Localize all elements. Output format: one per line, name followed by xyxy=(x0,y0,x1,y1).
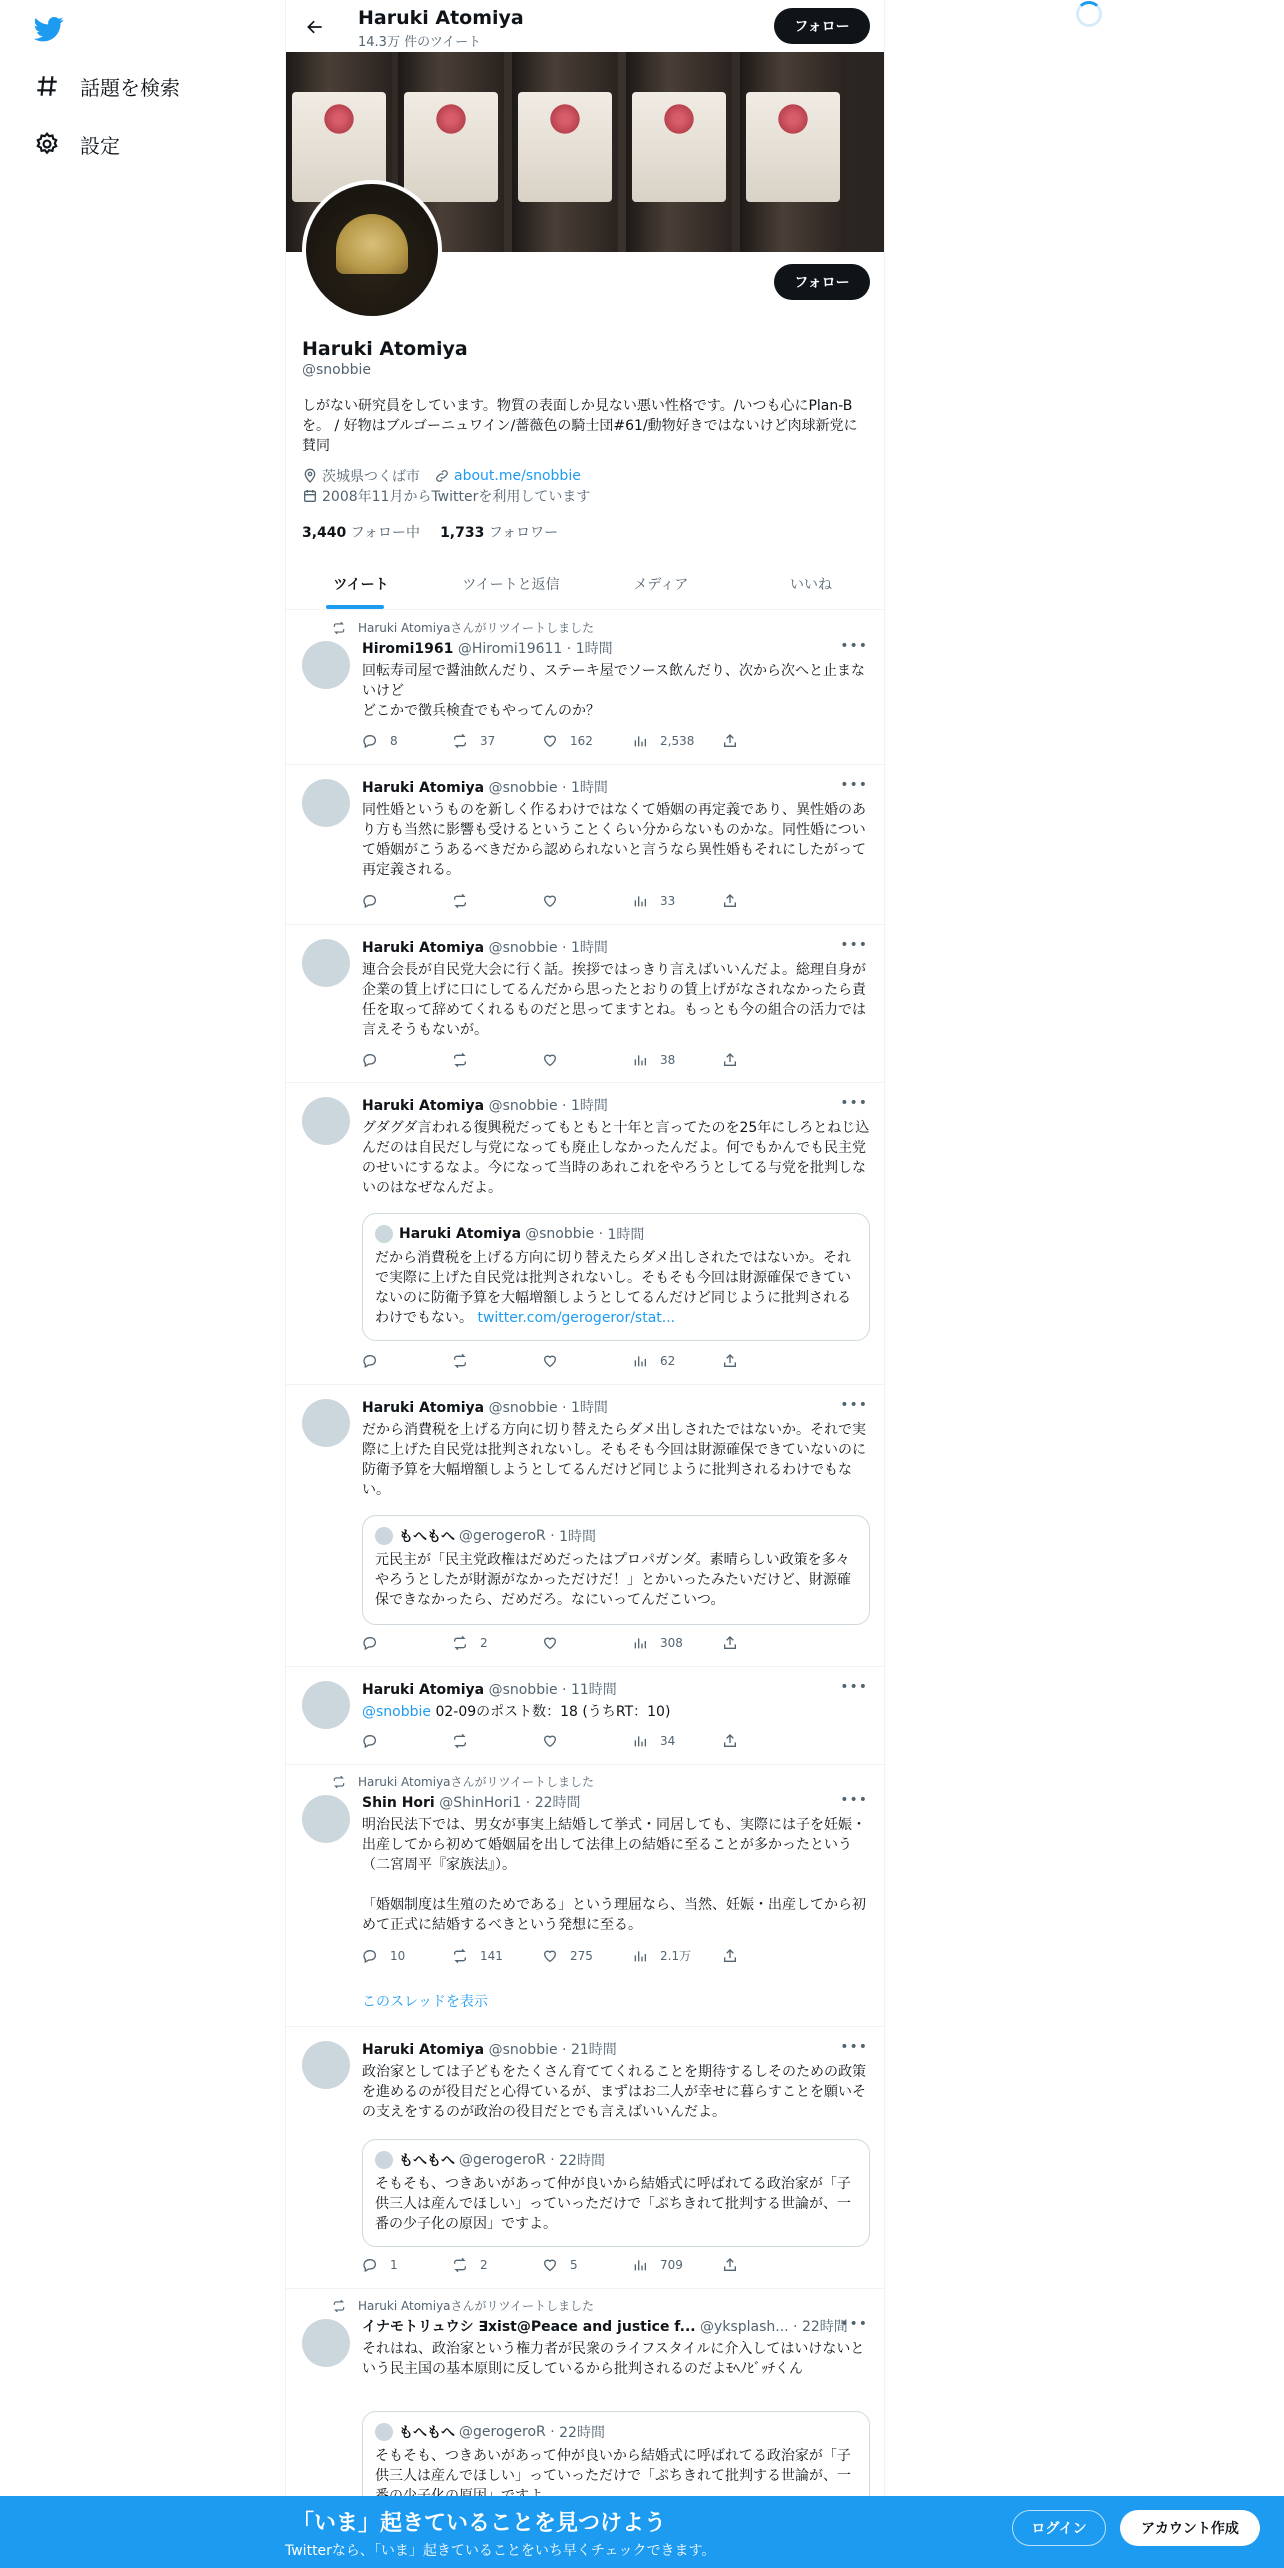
profile-joined-row xyxy=(302,486,590,506)
more-options-icon[interactable]: ••• xyxy=(840,2316,868,2332)
tweet-avatar[interactable] xyxy=(302,779,350,827)
profile-name: Haruki Atomiya xyxy=(302,338,468,360)
retweet-button[interactable]: 37 xyxy=(452,733,542,749)
heart-icon xyxy=(542,1353,558,1369)
tweet-actions xyxy=(362,2257,782,2273)
retweet-button[interactable]: 2 xyxy=(452,1635,542,1651)
views-button[interactable]: 33 xyxy=(632,893,722,909)
bar-chart-icon xyxy=(632,1948,648,1964)
tweet-text: それはね、政治家という権力者が民衆のライフスタイルに介入してはいけないという民主国の基本原則に反しているから批判されるのだよﾓﾍﾉﾋﾞｯﾁくん xyxy=(362,2341,865,2377)
tweet-text: 同性婚というものを新しく作るわけではなくて婚姻の再定義であり、異性婚のあり方も当然に影響も受けるということくらい分からないものかな。同性婚について婚姻がこうあるべきだから認められないと言うなら異性婚もそれにしたがって再定義される。 xyxy=(362,802,866,878)
tweet-avatar[interactable] xyxy=(302,1399,350,1447)
retweet-icon xyxy=(452,1948,468,1964)
tweet-avatar[interactable] xyxy=(302,641,350,689)
signup-banner-subtitle: Twitterなら、「いま」起きていることをいち早くチェックできます。 xyxy=(285,2543,716,2559)
tweet-avatar[interactable] xyxy=(302,1097,350,1145)
tab-tweets-and-replies[interactable]: ツイートと返信 xyxy=(462,576,560,593)
signup-banner-title: 「いま」起きていることを見つけよう xyxy=(292,2511,667,2536)
quoted-tweet[interactable]: もへもへ @gerogeroR · 22時間 そもそも、つきあいがあって仲が良いから結婚式に呼ばれてる政治家が「子供三人は産んでほしい」っていっただけで「ぷちきれて批判する世論が、一 xyxy=(362,2411,870,2519)
share-icon xyxy=(722,1635,738,1651)
retweet-button[interactable] xyxy=(452,1353,542,1369)
tab-media[interactable]: メディア xyxy=(633,576,689,593)
tweet-header: Haruki Atomiya @snobbie · 21時間 xyxy=(362,2042,617,2058)
tweet-header: イナモトリュウシ ∃xist@Peace and justice f... @yksplash... · 22時間 xyxy=(362,2319,848,2335)
heart-icon xyxy=(542,1948,558,1964)
header-title: Haruki Atomiya xyxy=(358,7,524,29)
share-button[interactable] xyxy=(722,1947,752,1964)
bar-chart-icon xyxy=(632,1635,648,1651)
more-options-icon[interactable]: ••• xyxy=(840,1397,868,1413)
tweet-avatar[interactable] xyxy=(302,2319,350,2367)
profile-joined: 2008年11月からTwitterを利用しています xyxy=(322,489,591,505)
arrow-left-icon xyxy=(305,17,325,37)
heart-icon xyxy=(542,1635,558,1651)
reply-button[interactable]: 10 xyxy=(362,1947,452,1964)
like-button[interactable]: 162 xyxy=(542,733,632,749)
quoted-tweet[interactable]: Haruki Atomiya @snobbie · 1時間 だから消費税を上げる方向に切り替えたらダメ出しされたではないか。それで実際に上げた自民党は批判されないし。そもそも今回は財源確保できていないのに防衛予算を大幅増額しようとしてるんだけど同じように批判されるわけでもない。 twitter.com/gerogeror/stat... xyxy=(362,1213,870,1341)
heart-icon xyxy=(542,1733,558,1749)
quote-text: だから消費税を上げる方向に切り替えたらダメ出しされたではないか。それで実際に上げた自民党は批判されないし。そもそも今回は財源確保できていないのに防衛予算を大幅増額しようとしてるんだけど同じように批判されるわけでもない。 xyxy=(375,1250,851,1326)
share-button[interactable] xyxy=(722,1733,752,1749)
views-button[interactable]: 2.1万 xyxy=(632,1947,722,1964)
reply-icon xyxy=(362,2257,378,2273)
reply-button[interactable]: 1 xyxy=(362,2257,452,2273)
retweet-button[interactable] xyxy=(452,893,542,909)
tweet-header: Haruki Atomiya @snobbie · 1時間 xyxy=(362,780,608,796)
tweet-header: Haruki Atomiya @snobbie · 1時間 xyxy=(362,1098,608,1114)
following-link[interactable]: 3,440 フォロー中 xyxy=(302,525,421,541)
quote-text: 元民主が「民主党政権はだめだったはプロパガンダ。素晴らしい政策を多々やろうとしたが財源がなかっただけだ！」とかいったみたいだけど、財源確保できなかったら、だめだろ。なにいってんだこいつ。 xyxy=(375,1552,851,1608)
reply-icon xyxy=(362,1353,378,1369)
bar-chart-icon xyxy=(632,1052,648,1068)
more-options-icon[interactable]: ••• xyxy=(840,1792,868,1808)
reply-button[interactable]: 8 xyxy=(362,733,452,749)
reply-icon xyxy=(362,1733,378,1749)
calendar-icon xyxy=(302,488,318,504)
more-options-icon[interactable]: ••• xyxy=(840,1095,868,1111)
retweet-icon xyxy=(332,621,346,635)
share-icon xyxy=(722,2257,738,2273)
bar-chart-icon xyxy=(632,1353,648,1369)
profile-tabs xyxy=(286,558,885,610)
tweet[interactable] xyxy=(286,1765,885,2027)
profile-handle: @snobbie xyxy=(302,362,372,378)
link-icon xyxy=(434,468,450,484)
profile-header-bar xyxy=(286,0,885,52)
profile-meta-row xyxy=(302,466,581,486)
tweet-avatar[interactable] xyxy=(302,1795,350,1843)
quote-link[interactable]: twitter.com/gerogeror/stat... xyxy=(477,1310,676,1326)
share-button[interactable] xyxy=(722,733,752,749)
reply-button[interactable] xyxy=(362,1733,452,1749)
more-options-icon[interactable]: ••• xyxy=(840,937,868,953)
reply-icon xyxy=(362,1948,378,1964)
reply-icon xyxy=(362,733,378,749)
views-button[interactable]: 62 xyxy=(632,1353,722,1369)
retweet-icon xyxy=(452,2257,468,2273)
tweet-header: Haruki Atomiya @snobbie · 1時間 xyxy=(362,940,608,956)
views-button[interactable]: 2,538 xyxy=(632,733,722,749)
tweet-text: グダグダ言われる復興税だってもともと十年と言ってたのを25年にしろとねじ込んだのは自民だし与党になっても廃止しなかったんだよ。何でもかんでも民主党のせいにするなよ。今になって当時のあれこれをやろうとしてる与党を批判しないのはなぜなんだよ。 xyxy=(362,1120,870,1196)
heart-icon xyxy=(542,893,558,909)
quote-avatar xyxy=(375,1225,393,1243)
tweet-actions xyxy=(362,733,782,749)
more-options-icon[interactable]: ••• xyxy=(840,1679,868,1695)
tweet-text: 連合会長が自民党大会に行く話。挨拶ではっきり言えばいいんだよ。総理自身が企業の賃上げに口にしてるんだから思ったとおりの賃上げがなされなかったら責任を取って辞めてくれるものだと思ってますとね。もっとも今の組合の活力では言えそうもないが。 xyxy=(362,962,866,1038)
profile-bio: しがない研究員をしています。物質の表面しか見ない悪い性格です。/いつも心にPlan-Bを。 / 好物はブルゴーニュワイン/薔薇色の騎士団#61/動物好きではないけど肉球新党に賛同 xyxy=(302,398,858,454)
tweet-avatar[interactable] xyxy=(302,1681,350,1729)
profile-location: 茨城県つくば市 xyxy=(322,469,420,485)
retweet-icon xyxy=(452,733,468,749)
retweet-indicator: Haruki Atomiyaさんがリツイートしました xyxy=(332,1773,594,1790)
tweet-actions xyxy=(362,1947,782,1964)
profile-avatar[interactable] xyxy=(302,180,442,320)
heart-icon xyxy=(542,2257,558,2273)
nav-settings[interactable] xyxy=(34,124,120,164)
location-pin-icon xyxy=(302,468,318,484)
reply-button[interactable] xyxy=(362,1635,452,1651)
twitter-logo-icon[interactable] xyxy=(34,14,64,44)
tweet-text: @snobbie 02-09のポスト数：18 (うちRT：10) xyxy=(362,1704,671,1720)
header-follow-button[interactable]: フォロー xyxy=(774,8,870,44)
tweet-header: Hiromi1961 @Hiromi19611 · 1時間 xyxy=(362,641,613,657)
reply-button[interactable] xyxy=(362,893,452,909)
tweet[interactable] xyxy=(286,1385,885,1667)
gear-icon xyxy=(34,131,60,157)
retweet-icon xyxy=(452,1635,468,1651)
retweet-button[interactable]: 2 xyxy=(452,2257,542,2273)
heart-icon xyxy=(542,1052,558,1068)
quote-avatar xyxy=(375,2423,393,2441)
retweet-icon xyxy=(452,1052,468,1068)
tweet-text: 明治民法下では、男女が事実上結婚して挙式・同居しても、実際には子を妊娠・出産してから初めて婚姻届を出して法律上の結婚に至ることが多かったという（二宮周平『家族法』）。 「婚姻制度は生殖のためである」という理屈なら、当然、妊娠・出産してから初めて正式に結婚するべきという発想に至る。 xyxy=(362,1817,866,1933)
share-icon xyxy=(722,1052,738,1068)
tweet-header: Haruki Atomiya @snobbie · 1時間 xyxy=(362,1400,608,1416)
quote-avatar xyxy=(375,1527,393,1545)
retweet-icon xyxy=(452,1353,468,1369)
retweet-button[interactable] xyxy=(452,1733,542,1749)
profile-stats xyxy=(302,522,558,542)
retweet-icon xyxy=(452,1733,468,1749)
like-button[interactable] xyxy=(542,1052,632,1068)
tweet[interactable] xyxy=(286,2027,885,2289)
profile-url-link[interactable]: about.me/snobbie xyxy=(454,468,581,484)
tweet[interactable] xyxy=(286,1667,885,1765)
tweet-text: 政治家としては子どもをたくさん育ててくれることを期待するしそのための政策を進めるのが役目だと心得ているが、まずはお二人が幸せに暮らすことを願いその支えをするのが政治の役目だとでも言えばいいんだよ。 xyxy=(362,2064,866,2120)
like-button[interactable]: 275 xyxy=(542,1947,632,1964)
tweet-avatar[interactable] xyxy=(302,939,350,987)
tweet-header: Haruki Atomiya @snobbie · 11時間 xyxy=(362,1682,617,1698)
tweet[interactable] xyxy=(286,611,885,765)
like-button[interactable] xyxy=(542,1635,632,1651)
quote-avatar xyxy=(375,2151,393,2169)
quote-text: そもそも、つきあいがあって仲が良いから結婚式に呼ばれてる政治家が「子供三人は産んでほしい」っていっただけで「ぷちきれて批判する世論が、一 xyxy=(375,2448,851,2484)
nav-settings-label: 設定 xyxy=(80,133,120,158)
tweet-actions xyxy=(362,1353,782,1369)
quoted-tweet[interactable]: もへもへ @gerogeroR · 1時間 元民主が「民主党政権はだめだったはプロパガンダ。素晴らしい政策を多々やろうとしたが財源がなかっただけだ！」とかいったみたいだけど、財源確保できなかったら、だめだろ。なにいってんだこいつ。 xyxy=(362,1515,870,1625)
loading-spinner xyxy=(1076,1,1102,27)
quote-text: そもそも、つきあいがあって仲が良いから結婚式に呼ばれてる政治家が「子供三人は産んでほしい」っていっただけで「ぷちきれて批判する世論が、一番の少子化の原因」ですよ。 xyxy=(375,2176,851,2232)
share-icon xyxy=(722,893,738,909)
retweet-indicator: Haruki Atomiyaさんがリツイートしました xyxy=(332,619,594,636)
bar-chart-icon xyxy=(632,1733,648,1749)
retweet-button[interactable]: 141 xyxy=(452,1947,542,1964)
tweet-actions xyxy=(362,1635,782,1651)
tweet-actions xyxy=(362,1052,782,1068)
views-button[interactable]: 308 xyxy=(632,1635,722,1651)
tab-tweets[interactable]: ツイート xyxy=(286,558,436,609)
share-icon xyxy=(722,733,738,749)
bar-chart-icon xyxy=(632,2257,648,2273)
signup-banner xyxy=(0,2496,1284,2568)
profile-follow-button[interactable]: フォロー xyxy=(774,264,870,300)
tweet-text: 回転寿司屋で醤油飲んだり、ステーキ屋でソース飲んだり、次から次へと止まないけど どこかで徴兵検査でもやってんのか？ xyxy=(362,663,866,719)
share-button[interactable] xyxy=(722,1635,752,1651)
reply-button[interactable] xyxy=(362,1353,452,1369)
retweet-icon xyxy=(452,893,468,909)
like-button[interactable]: 5 xyxy=(542,2257,632,2273)
nav-explore-label: 話題を検索 xyxy=(80,75,180,100)
hashtag-icon xyxy=(34,73,60,99)
like-button[interactable] xyxy=(542,1733,632,1749)
back-button[interactable] xyxy=(300,12,330,42)
share-icon xyxy=(722,1733,738,1749)
header-tweet-count: 14.3万 件のツイート xyxy=(358,35,482,50)
views-button[interactable]: 709 xyxy=(632,2257,722,2273)
tweet-actions xyxy=(362,893,782,909)
tweet[interactable] xyxy=(286,1083,885,1385)
reply-icon xyxy=(362,1635,378,1651)
like-button[interactable] xyxy=(542,1353,632,1369)
bar-chart-icon xyxy=(632,733,648,749)
share-button[interactable] xyxy=(722,1353,752,1369)
share-icon xyxy=(722,1948,738,1964)
retweet-icon xyxy=(332,1775,346,1789)
more-options-icon[interactable]: ••• xyxy=(840,777,868,793)
heart-icon xyxy=(542,733,558,749)
tweet[interactable] xyxy=(286,925,885,1083)
retweet-button[interactable] xyxy=(452,1052,542,1068)
tweet-text: だから消費税を上げる方向に切り替えたらダメ出しされたではないか。それで実際に上げた自民党は批判されないし。そもそも今回は財源確保できていないのに防衛予算を大幅増額しようとしてるんだけど同じように批判されるわけでもない。 xyxy=(362,1422,866,1498)
reply-icon xyxy=(362,1052,378,1068)
signup-button[interactable]: アカウント作成 xyxy=(1120,2510,1260,2546)
retweet-icon xyxy=(332,2299,346,2313)
tweet-header: Shin Hori @ShinHori1 · 22時間 xyxy=(362,1795,581,1811)
tweet-avatar[interactable] xyxy=(302,2041,350,2089)
more-options-icon[interactable]: ••• xyxy=(840,2039,868,2055)
bar-chart-icon xyxy=(632,893,648,909)
views-button[interactable]: 34 xyxy=(632,1733,722,1749)
share-button[interactable] xyxy=(722,2257,752,2273)
reply-button[interactable] xyxy=(362,1052,452,1068)
quoted-tweet[interactable]: もへもへ @gerogeroR · 22時間 そもそも、つきあいがあって仲が良いから結婚式に呼ばれてる政治家が「子供三人は産んでほしい」っていっただけで「ぷちきれて批判する世論が、一番の少子化の原因」ですよ。 xyxy=(362,2139,870,2247)
share-button[interactable] xyxy=(722,1052,752,1068)
tweet-actions xyxy=(362,1733,782,1749)
show-thread-link[interactable]: このスレッドを表示 xyxy=(362,1994,488,2010)
tweet[interactable] xyxy=(286,765,885,925)
share-icon xyxy=(722,1353,738,1369)
retweet-indicator: Haruki Atomiyaさんがリツイートしました xyxy=(332,2297,594,2314)
reply-icon xyxy=(362,893,378,909)
like-button[interactable] xyxy=(542,893,632,909)
tab-likes[interactable]: いいね xyxy=(790,576,832,593)
login-button[interactable]: ログイン xyxy=(1012,2510,1106,2546)
share-button[interactable] xyxy=(722,893,752,909)
main-column xyxy=(285,0,885,2568)
more-options-icon[interactable]: ••• xyxy=(840,638,868,654)
followers-link[interactable]: 1,733 フォロワー xyxy=(440,525,559,541)
nav-explore[interactable] xyxy=(34,66,180,106)
mention-link[interactable]: @snobbie xyxy=(362,1704,432,1720)
views-button[interactable]: 38 xyxy=(632,1052,722,1068)
